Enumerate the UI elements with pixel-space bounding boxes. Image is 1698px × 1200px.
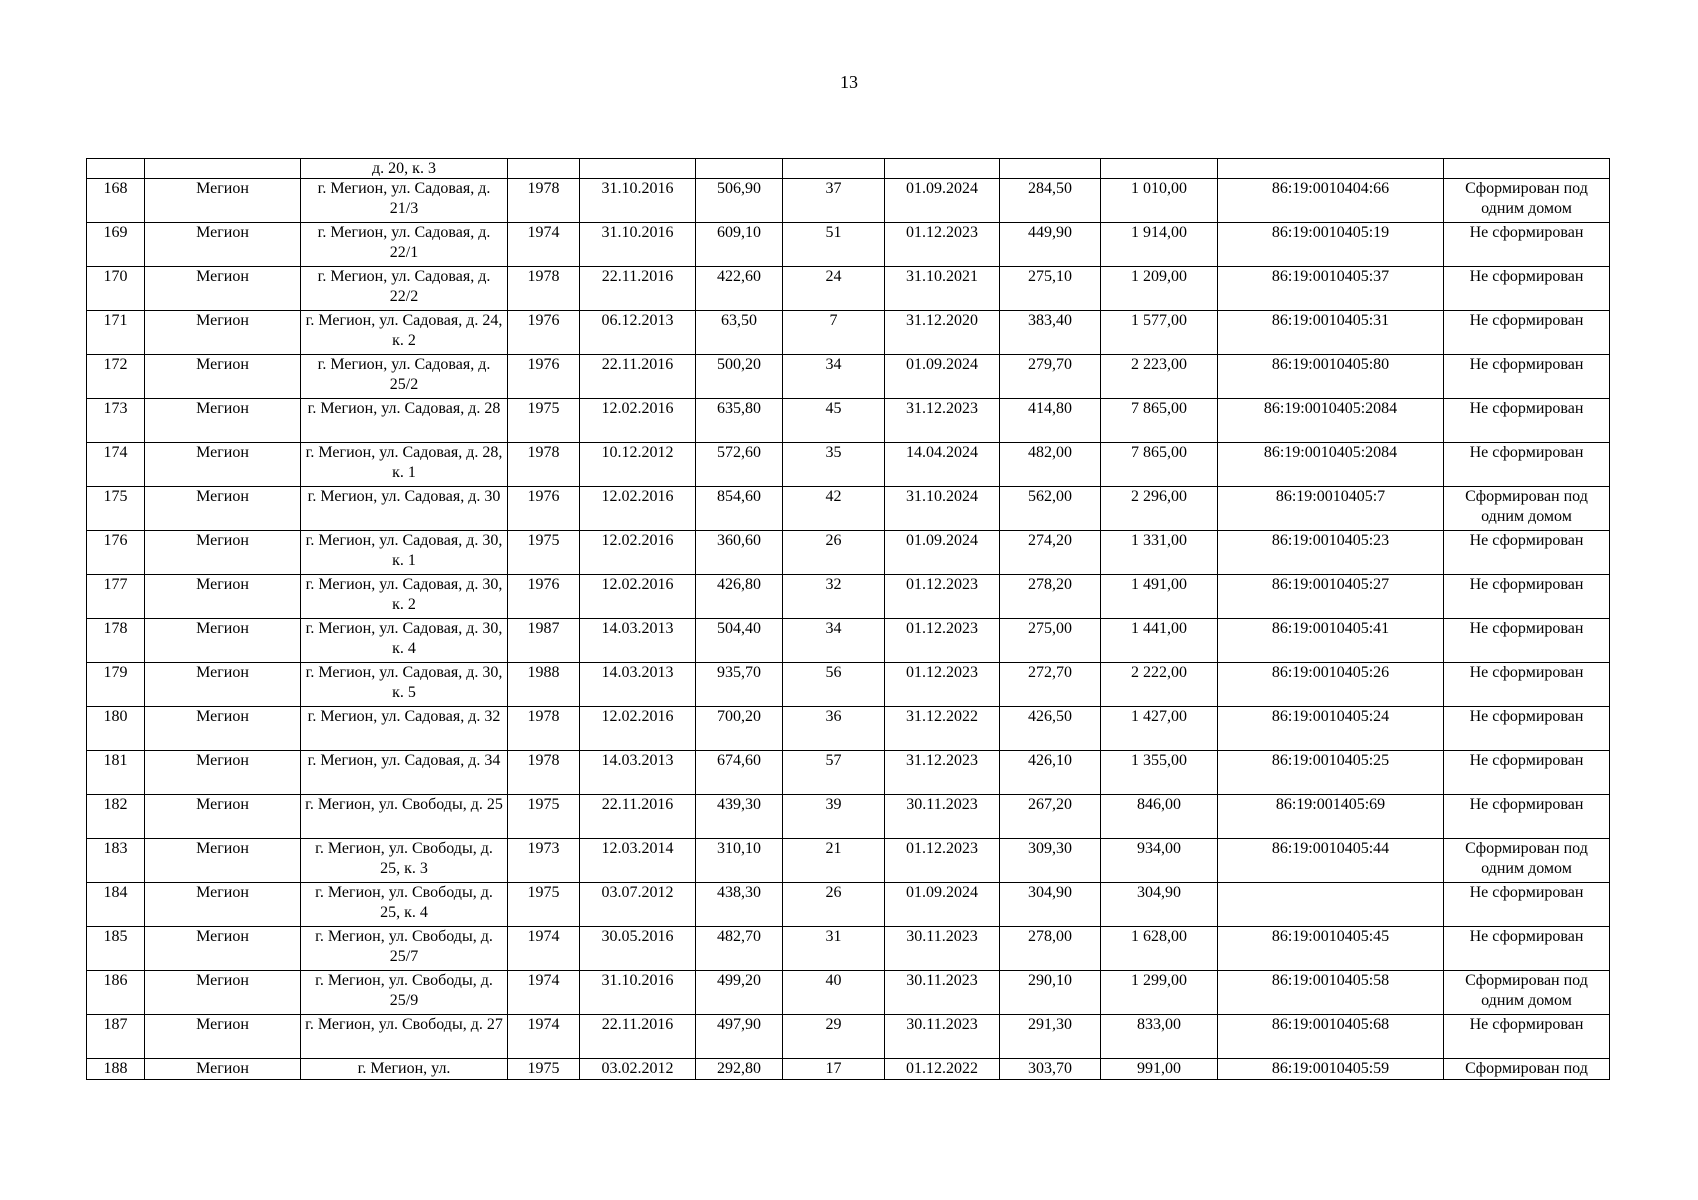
land-area-1-cell: 309,30	[1000, 839, 1101, 883]
area-cell: 499,20	[696, 971, 783, 1015]
table-body	[87, 159, 1610, 1080]
cadastral-number-cell: 86:19:0010405:80	[1218, 355, 1444, 399]
table-row	[87, 1059, 1610, 1080]
land-area-2-cell: 304,90	[1101, 883, 1218, 927]
land-status-cell: Не сформирован	[1444, 399, 1610, 443]
row-number-cell: 177	[87, 575, 145, 619]
residents-cell: 26	[783, 883, 885, 927]
survey-date-cell: 22.11.2016	[580, 267, 696, 311]
cadastral-number-cell: 86:19:0010404:66	[1218, 179, 1444, 223]
residents-cell: 35	[783, 443, 885, 487]
resettlement-date-cell: 01.12.2023	[885, 663, 1000, 707]
table-row	[87, 223, 1610, 267]
land-status-cell: Не сформирован	[1444, 927, 1610, 971]
row-number-cell: 186	[87, 971, 145, 1015]
build-year-cell: 1976	[508, 311, 580, 355]
table-row	[87, 575, 1610, 619]
municipality-cell: Мегион	[145, 487, 301, 531]
build-year-cell: 1975	[508, 795, 580, 839]
table-row	[87, 443, 1610, 487]
area-cell: 422,60	[696, 267, 783, 311]
table-row	[87, 839, 1610, 883]
resettlement-date-cell: 01.09.2024	[885, 883, 1000, 927]
cadastral-number-cell: 86:19:0010405:24	[1218, 707, 1444, 751]
cadastral-number-cell: 86:19:0010405:68	[1218, 1015, 1444, 1059]
municipality-cell: Мегион	[145, 223, 301, 267]
land-area-2-cell: 2 222,00	[1101, 663, 1218, 707]
cadastral-number-cell: 86:19:0010405:25	[1218, 751, 1444, 795]
resettlement-date-cell: 01.12.2022	[885, 1059, 1000, 1080]
address-cell: г. Мегион, ул. Садовая, д. 30, к. 1	[301, 531, 508, 575]
resettlement-date-cell: 01.12.2023	[885, 839, 1000, 883]
table-row	[87, 971, 1610, 1015]
survey-date-cell: 22.11.2016	[580, 795, 696, 839]
municipality-cell: Мегион	[145, 795, 301, 839]
land-area-1-cell: 449,90	[1000, 223, 1101, 267]
resettlement-date-cell: 30.11.2023	[885, 1015, 1000, 1059]
survey-date-cell: 31.10.2016	[580, 179, 696, 223]
build-year-cell: 1978	[508, 267, 580, 311]
table-row	[87, 311, 1610, 355]
municipality-cell: Мегион	[145, 971, 301, 1015]
address-cell: г. Мегион, ул. Садовая, д. 30, к. 5	[301, 663, 508, 707]
municipality-cell: Мегион	[145, 839, 301, 883]
address-cell: г. Мегион, ул. Свободы, д. 25, к. 4	[301, 883, 508, 927]
survey-date-cell: 14.03.2013	[580, 663, 696, 707]
residents-cell: 29	[783, 1015, 885, 1059]
residents-cell: 24	[783, 267, 885, 311]
survey-date-cell: 12.03.2014	[580, 839, 696, 883]
row-number-cell: 170	[87, 267, 145, 311]
address-cell: г. Мегион, ул. Садовая, д. 34	[301, 751, 508, 795]
address-cell: г. Мегион, ул. Садовая, д. 22/2	[301, 267, 508, 311]
resettlement-date-cell: 31.12.2020	[885, 311, 1000, 355]
area-cell: 360,60	[696, 531, 783, 575]
survey-date-cell: 03.02.2012	[580, 1059, 696, 1080]
land-area-1-cell: 414,80	[1000, 399, 1101, 443]
residents-cell: 7	[783, 311, 885, 355]
address-cell: г. Мегион, ул. Свободы, д. 25	[301, 795, 508, 839]
municipality-cell: Мегион	[145, 707, 301, 751]
land-area-2-cell: 1 491,00	[1101, 575, 1218, 619]
resettlement-date-cell	[885, 159, 1000, 179]
municipality-cell: Мегион	[145, 179, 301, 223]
area-cell: 500,20	[696, 355, 783, 399]
resettlement-date-cell: 31.10.2021	[885, 267, 1000, 311]
build-year-cell: 1987	[508, 619, 580, 663]
survey-date-cell: 22.11.2016	[580, 1015, 696, 1059]
row-number-cell: 187	[87, 1015, 145, 1059]
table-row	[87, 531, 1610, 575]
resettlement-date-cell: 30.11.2023	[885, 795, 1000, 839]
row-number-cell: 178	[87, 619, 145, 663]
table-row	[87, 179, 1610, 223]
address-cell: г. Мегион, ул. Садовая, д. 32	[301, 707, 508, 751]
address-cell: г. Мегион, ул. Садовая, д. 30, к. 4	[301, 619, 508, 663]
survey-date-cell: 14.03.2013	[580, 619, 696, 663]
cadastral-number-cell: 86:19:0010405:45	[1218, 927, 1444, 971]
land-status-cell: Не сформирован	[1444, 663, 1610, 707]
municipality-cell: Мегион	[145, 575, 301, 619]
land-area-2-cell: 1 010,00	[1101, 179, 1218, 223]
area-cell: 426,80	[696, 575, 783, 619]
build-year-cell: 1978	[508, 443, 580, 487]
build-year-cell: 1974	[508, 927, 580, 971]
address-cell: г. Мегион, ул. Садовая, д. 28	[301, 399, 508, 443]
resettlement-date-cell: 30.11.2023	[885, 927, 1000, 971]
survey-date-cell: 30.05.2016	[580, 927, 696, 971]
land-status-cell: Не сформирован	[1444, 223, 1610, 267]
row-number-cell: 179	[87, 663, 145, 707]
land-area-2-cell: 846,00	[1101, 795, 1218, 839]
cadastral-number-cell: 86:19:0010405:59	[1218, 1059, 1444, 1080]
row-number-cell: 175	[87, 487, 145, 531]
area-cell	[696, 159, 783, 179]
address-cell: г. Мегион, ул. Садовая, д. 25/2	[301, 355, 508, 399]
row-number-cell: 188	[87, 1059, 145, 1080]
area-cell: 497,90	[696, 1015, 783, 1059]
resettlement-date-cell: 01.09.2024	[885, 355, 1000, 399]
table-row	[87, 267, 1610, 311]
land-status-cell: Не сформирован	[1444, 531, 1610, 575]
land-area-2-cell: 1 355,00	[1101, 751, 1218, 795]
land-area-2-cell: 1 209,00	[1101, 267, 1218, 311]
residents-cell: 37	[783, 179, 885, 223]
land-status-cell: Не сформирован	[1444, 575, 1610, 619]
resettlement-date-cell: 01.09.2024	[885, 179, 1000, 223]
land-status-cell: Не сформирован	[1444, 1015, 1610, 1059]
cadastral-number-cell: 86:19:0010405:58	[1218, 971, 1444, 1015]
table-row	[87, 751, 1610, 795]
resettlement-date-cell: 01.09.2024	[885, 531, 1000, 575]
land-area-2-cell: 7 865,00	[1101, 443, 1218, 487]
municipality-cell: Мегион	[145, 531, 301, 575]
survey-date-cell: 14.03.2013	[580, 751, 696, 795]
land-area-1-cell: 304,90	[1000, 883, 1101, 927]
residents-cell: 51	[783, 223, 885, 267]
address-cell: г. Мегион, ул.	[301, 1059, 508, 1080]
resettlement-date-cell: 01.12.2023	[885, 619, 1000, 663]
build-year-cell	[508, 159, 580, 179]
land-area-2-cell	[1101, 159, 1218, 179]
resettlement-date-cell: 31.12.2022	[885, 707, 1000, 751]
build-year-cell: 1976	[508, 355, 580, 399]
land-area-1-cell: 426,50	[1000, 707, 1101, 751]
survey-date-cell: 22.11.2016	[580, 355, 696, 399]
land-status-cell: Не сформирован	[1444, 355, 1610, 399]
survey-date-cell: 12.02.2016	[580, 575, 696, 619]
survey-date-cell: 12.02.2016	[580, 707, 696, 751]
address-cell: г. Мегион, ул. Садовая, д. 21/3	[301, 179, 508, 223]
land-status-cell: Не сформирован	[1444, 619, 1610, 663]
survey-date-cell: 31.10.2016	[580, 971, 696, 1015]
cadastral-number-cell: 86:19:0010405:7	[1218, 487, 1444, 531]
residents-cell: 36	[783, 707, 885, 751]
land-area-1-cell: 482,00	[1000, 443, 1101, 487]
land-area-2-cell: 2 296,00	[1101, 487, 1218, 531]
cadastral-number-cell: 86:19:0010405:2084	[1218, 399, 1444, 443]
cadastral-number-cell: 86:19:0010405:26	[1218, 663, 1444, 707]
resettlement-date-cell: 14.04.2024	[885, 443, 1000, 487]
resettlement-date-cell: 30.11.2023	[885, 971, 1000, 1015]
area-cell: 572,60	[696, 443, 783, 487]
build-year-cell: 1974	[508, 971, 580, 1015]
row-number-cell: 185	[87, 927, 145, 971]
survey-date-cell: 03.07.2012	[580, 883, 696, 927]
residents-cell: 31	[783, 927, 885, 971]
survey-date-cell	[580, 159, 696, 179]
municipality-cell: Мегион	[145, 1059, 301, 1080]
land-status-cell: Не сформирован	[1444, 883, 1610, 927]
cadastral-number-cell: 86:19:0010405:2084	[1218, 443, 1444, 487]
cadastral-number-cell: 86:19:0010405:31	[1218, 311, 1444, 355]
address-cell: г. Мегион, ул. Садовая, д. 24, к. 2	[301, 311, 508, 355]
address-cell: г. Мегион, ул. Свободы, д. 25, к. 3	[301, 839, 508, 883]
land-area-1-cell: 274,20	[1000, 531, 1101, 575]
row-number-cell: 172	[87, 355, 145, 399]
residents-cell: 39	[783, 795, 885, 839]
residents-cell: 21	[783, 839, 885, 883]
build-year-cell: 1978	[508, 751, 580, 795]
area-cell: 504,40	[696, 619, 783, 663]
row-number-cell: 168	[87, 179, 145, 223]
land-status-cell	[1444, 159, 1610, 179]
build-year-cell: 1975	[508, 883, 580, 927]
residents-cell: 34	[783, 355, 885, 399]
row-number-cell: 182	[87, 795, 145, 839]
residents-cell: 32	[783, 575, 885, 619]
build-year-cell: 1973	[508, 839, 580, 883]
land-status-cell: Сформирован под одним домом	[1444, 179, 1610, 223]
municipality-cell: Мегион	[145, 619, 301, 663]
land-area-2-cell: 1 441,00	[1101, 619, 1218, 663]
resettlement-date-cell: 01.12.2023	[885, 575, 1000, 619]
residents-cell: 57	[783, 751, 885, 795]
area-cell: 482,70	[696, 927, 783, 971]
land-area-2-cell: 1 331,00	[1101, 531, 1218, 575]
residents-cell	[783, 159, 885, 179]
municipality-cell	[145, 159, 301, 179]
address-cell: г. Мегион, ул. Садовая, д. 28, к. 1	[301, 443, 508, 487]
resettlement-date-cell: 01.12.2023	[885, 223, 1000, 267]
land-status-cell: Сформирован под	[1444, 1059, 1610, 1080]
cadastral-number-cell: 86:19:0010405:37	[1218, 267, 1444, 311]
residents-cell: 45	[783, 399, 885, 443]
land-area-2-cell: 1 628,00	[1101, 927, 1218, 971]
land-area-2-cell: 7 865,00	[1101, 399, 1218, 443]
land-area-2-cell: 1 914,00	[1101, 223, 1218, 267]
table-row	[87, 1015, 1610, 1059]
table-row	[87, 159, 1610, 179]
municipality-cell: Мегион	[145, 443, 301, 487]
residents-cell: 56	[783, 663, 885, 707]
residents-cell: 34	[783, 619, 885, 663]
table-row	[87, 927, 1610, 971]
area-cell: 609,10	[696, 223, 783, 267]
land-area-1-cell: 426,10	[1000, 751, 1101, 795]
municipality-cell: Мегион	[145, 355, 301, 399]
area-cell: 674,60	[696, 751, 783, 795]
housing-registry-table	[86, 158, 1610, 1080]
table-row	[87, 355, 1610, 399]
survey-date-cell: 06.12.2013	[580, 311, 696, 355]
land-status-cell: Сформирован под одним домом	[1444, 487, 1610, 531]
land-area-1-cell	[1000, 159, 1101, 179]
area-cell: 635,80	[696, 399, 783, 443]
cadastral-number-cell: 86:19:0010405:44	[1218, 839, 1444, 883]
build-year-cell: 1974	[508, 223, 580, 267]
table-row	[87, 663, 1610, 707]
row-number-cell: 173	[87, 399, 145, 443]
residents-cell: 17	[783, 1059, 885, 1080]
municipality-cell: Мегион	[145, 1015, 301, 1059]
land-area-2-cell: 1 427,00	[1101, 707, 1218, 751]
survey-date-cell: 10.12.2012	[580, 443, 696, 487]
land-area-1-cell: 291,30	[1000, 1015, 1101, 1059]
land-area-2-cell: 1 299,00	[1101, 971, 1218, 1015]
land-area-2-cell: 934,00	[1101, 839, 1218, 883]
survey-date-cell: 12.02.2016	[580, 399, 696, 443]
cadastral-number-cell	[1218, 883, 1444, 927]
municipality-cell: Мегион	[145, 927, 301, 971]
cadastral-number-cell: 86:19:0010405:27	[1218, 575, 1444, 619]
build-year-cell: 1988	[508, 663, 580, 707]
municipality-cell: Мегион	[145, 311, 301, 355]
row-number-cell: 171	[87, 311, 145, 355]
land-status-cell: Не сформирован	[1444, 707, 1610, 751]
row-number-cell: 169	[87, 223, 145, 267]
survey-date-cell: 31.10.2016	[580, 223, 696, 267]
address-cell: г. Мегион, ул. Садовая, д. 30, к. 2	[301, 575, 508, 619]
land-area-2-cell: 833,00	[1101, 1015, 1218, 1059]
land-area-2-cell: 991,00	[1101, 1059, 1218, 1080]
land-area-2-cell: 2 223,00	[1101, 355, 1218, 399]
address-cell: г. Мегион, ул. Садовая, д. 22/1	[301, 223, 508, 267]
table-row	[87, 399, 1610, 443]
municipality-cell: Мегион	[145, 663, 301, 707]
land-area-1-cell: 383,40	[1000, 311, 1101, 355]
land-status-cell: Не сформирован	[1444, 443, 1610, 487]
area-cell: 854,60	[696, 487, 783, 531]
residents-cell: 42	[783, 487, 885, 531]
resettlement-date-cell: 31.10.2024	[885, 487, 1000, 531]
build-year-cell: 1975	[508, 399, 580, 443]
area-cell: 935,70	[696, 663, 783, 707]
address-cell: г. Мегион, ул. Садовая, д. 30	[301, 487, 508, 531]
area-cell: 506,90	[696, 179, 783, 223]
cadastral-number-cell: 86:19:0010405:23	[1218, 531, 1444, 575]
row-number-cell: 174	[87, 443, 145, 487]
area-cell: 700,20	[696, 707, 783, 751]
survey-date-cell: 12.02.2016	[580, 531, 696, 575]
address-cell: д. 20, к. 3	[301, 159, 508, 179]
build-year-cell: 1976	[508, 487, 580, 531]
residents-cell: 40	[783, 971, 885, 1015]
row-number-cell: 180	[87, 707, 145, 751]
resettlement-date-cell: 31.12.2023	[885, 399, 1000, 443]
municipality-cell: Мегион	[145, 751, 301, 795]
land-area-1-cell: 272,70	[1000, 663, 1101, 707]
survey-date-cell: 12.02.2016	[580, 487, 696, 531]
land-status-cell: Не сформирован	[1444, 751, 1610, 795]
land-status-cell: Не сформирован	[1444, 267, 1610, 311]
land-area-1-cell: 284,50	[1000, 179, 1101, 223]
area-cell: 438,30	[696, 883, 783, 927]
build-year-cell: 1975	[508, 531, 580, 575]
address-cell: г. Мегион, ул. Свободы, д. 25/7	[301, 927, 508, 971]
table-row	[87, 795, 1610, 839]
table-row	[87, 487, 1610, 531]
area-cell: 310,10	[696, 839, 783, 883]
row-number-cell: 181	[87, 751, 145, 795]
table-row	[87, 883, 1610, 927]
address-cell: г. Мегион, ул. Свободы, д. 25/9	[301, 971, 508, 1015]
land-area-1-cell: 303,70	[1000, 1059, 1101, 1080]
municipality-cell: Мегион	[145, 267, 301, 311]
cadastral-number-cell: 86:19:0010405:19	[1218, 223, 1444, 267]
land-area-1-cell: 278,00	[1000, 927, 1101, 971]
municipality-cell: Мегион	[145, 399, 301, 443]
land-status-cell: Не сформирован	[1444, 311, 1610, 355]
row-number-cell: 176	[87, 531, 145, 575]
area-cell: 292,80	[696, 1059, 783, 1080]
land-area-1-cell: 275,00	[1000, 619, 1101, 663]
build-year-cell: 1976	[508, 575, 580, 619]
land-status-cell: Не сформирован	[1444, 795, 1610, 839]
table-row	[87, 707, 1610, 751]
address-cell: г. Мегион, ул. Свободы, д. 27	[301, 1015, 508, 1059]
build-year-cell: 1975	[508, 1059, 580, 1080]
cadastral-number-cell: 86:19:0010405:41	[1218, 619, 1444, 663]
land-area-1-cell: 290,10	[1000, 971, 1101, 1015]
land-area-1-cell: 275,10	[1000, 267, 1101, 311]
table-row	[87, 619, 1610, 663]
land-area-1-cell: 278,20	[1000, 575, 1101, 619]
build-year-cell: 1978	[508, 707, 580, 751]
cadastral-number-cell: 86:19:001405:69	[1218, 795, 1444, 839]
land-area-2-cell: 1 577,00	[1101, 311, 1218, 355]
municipality-cell: Мегион	[145, 883, 301, 927]
land-area-1-cell: 562,00	[1000, 487, 1101, 531]
resettlement-date-cell: 31.12.2023	[885, 751, 1000, 795]
cadastral-number-cell	[1218, 159, 1444, 179]
row-number-cell: 184	[87, 883, 145, 927]
row-number-cell	[87, 159, 145, 179]
area-cell: 439,30	[696, 795, 783, 839]
land-area-1-cell: 279,70	[1000, 355, 1101, 399]
build-year-cell: 1978	[508, 179, 580, 223]
land-status-cell: Сформирован под одним домом	[1444, 971, 1610, 1015]
residents-cell: 26	[783, 531, 885, 575]
row-number-cell: 183	[87, 839, 145, 883]
area-cell: 63,50	[696, 311, 783, 355]
build-year-cell: 1974	[508, 1015, 580, 1059]
land-area-1-cell: 267,20	[1000, 795, 1101, 839]
land-status-cell: Сформирован под одним домом	[1444, 839, 1610, 883]
page-number: 13	[840, 72, 858, 92]
